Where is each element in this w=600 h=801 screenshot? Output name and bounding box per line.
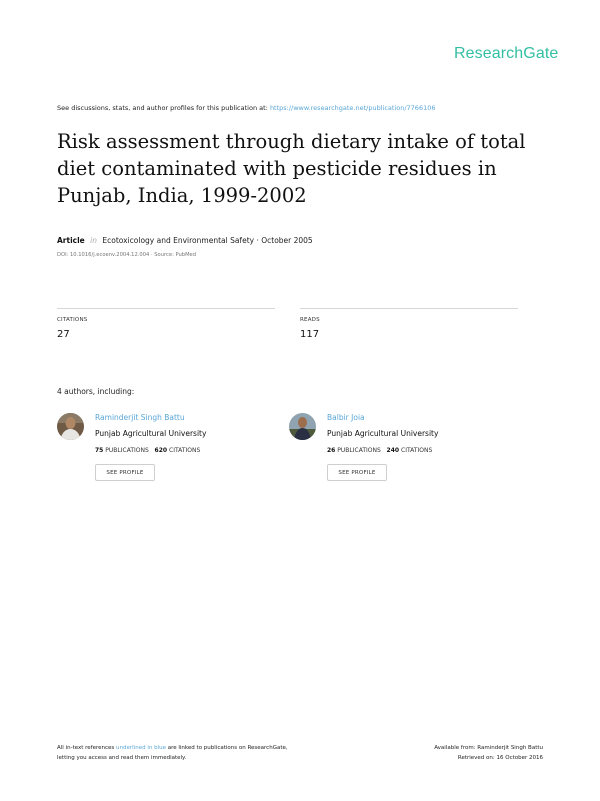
citations-value: 27 — [57, 329, 70, 340]
article-meta — [57, 236, 313, 245]
author-institution-2: Punjab Agricultural University — [327, 429, 439, 438]
author-name-1[interactable]: Raminderjit Singh Battu — [95, 413, 185, 422]
footer-underlined-link[interactable]: underlined in blue — [116, 745, 166, 751]
doi-source: DOI: 10.1016/j.ecoenv.2004.12.004 · Source: PubMed — [57, 252, 197, 258]
article-title: Risk assessment through dietary intake of total diet contaminated with pesticide residues in Punjab, India, 1999-2002 — [57, 130, 526, 207]
article-in-label: in — [90, 236, 97, 245]
citations-divider — [57, 308, 275, 309]
footer-left-prefix: All in-text references — [57, 745, 115, 751]
article-type: Article — [57, 236, 85, 245]
researchgate-logo[interactable]: ResearchGate — [454, 45, 559, 62]
footer-available-from: Available from: Raminderjit Singh Battu — [434, 745, 543, 751]
footer-retrieved-on: Retrieved on: 16 October 2016 — [457, 755, 543, 761]
discussions-prefix: See discussions, stats, and author profiles for this publication at: — [57, 104, 268, 112]
see-profile-button-2[interactable]: SEE PROFILE — [327, 464, 387, 481]
footer-left-suffix: are linked to publications on ResearchGate, — [167, 745, 288, 751]
author-photo-2 — [289, 413, 316, 440]
author-institution-1: Punjab Agricultural University — [95, 429, 207, 438]
discussions-line — [57, 104, 435, 112]
author-publications-label-1: PUBLICATIONS — [105, 447, 149, 454]
publication-url-link[interactable]: https://www.researchgate.net/publication/7766106 — [269, 104, 436, 112]
footer-left-line-1 — [57, 743, 288, 753]
author-citations-label-2: CITATIONS — [401, 447, 433, 454]
author-publications-label-2: PUBLICATIONS — [337, 447, 381, 454]
reads-value: 117 — [300, 329, 320, 340]
citations-label: CITATIONS — [57, 317, 88, 323]
reads-divider — [300, 308, 518, 309]
author-name-2[interactable]: Balbir Joia — [327, 413, 365, 422]
footer-right — [434, 743, 543, 763]
author-stats-1 — [95, 447, 200, 454]
see-profile-button-1[interactable]: SEE PROFILE — [95, 464, 155, 481]
author-avatar-2[interactable] — [289, 413, 316, 440]
author-photo-1 — [57, 413, 84, 440]
footer-left-line-2: letting you access and read them immediately. — [57, 755, 187, 761]
author-citations-count-2: 240 — [386, 447, 400, 454]
journal-date[interactable]: Ecotoxicology and Environmental Safety · October 2005 — [102, 236, 313, 245]
author-avatar-1[interactable] — [57, 413, 84, 440]
author-citations-label-1: CITATIONS — [169, 447, 201, 454]
author-citations-count-1: 620 — [154, 447, 168, 454]
footer-left — [57, 743, 288, 763]
author-publications-count-2: 26 — [327, 447, 336, 454]
authors-heading: 4 authors, including: — [57, 387, 135, 396]
author-publications-count-1: 75 — [95, 447, 104, 454]
reads-label: READS — [300, 317, 320, 323]
author-stats-2 — [327, 447, 432, 454]
